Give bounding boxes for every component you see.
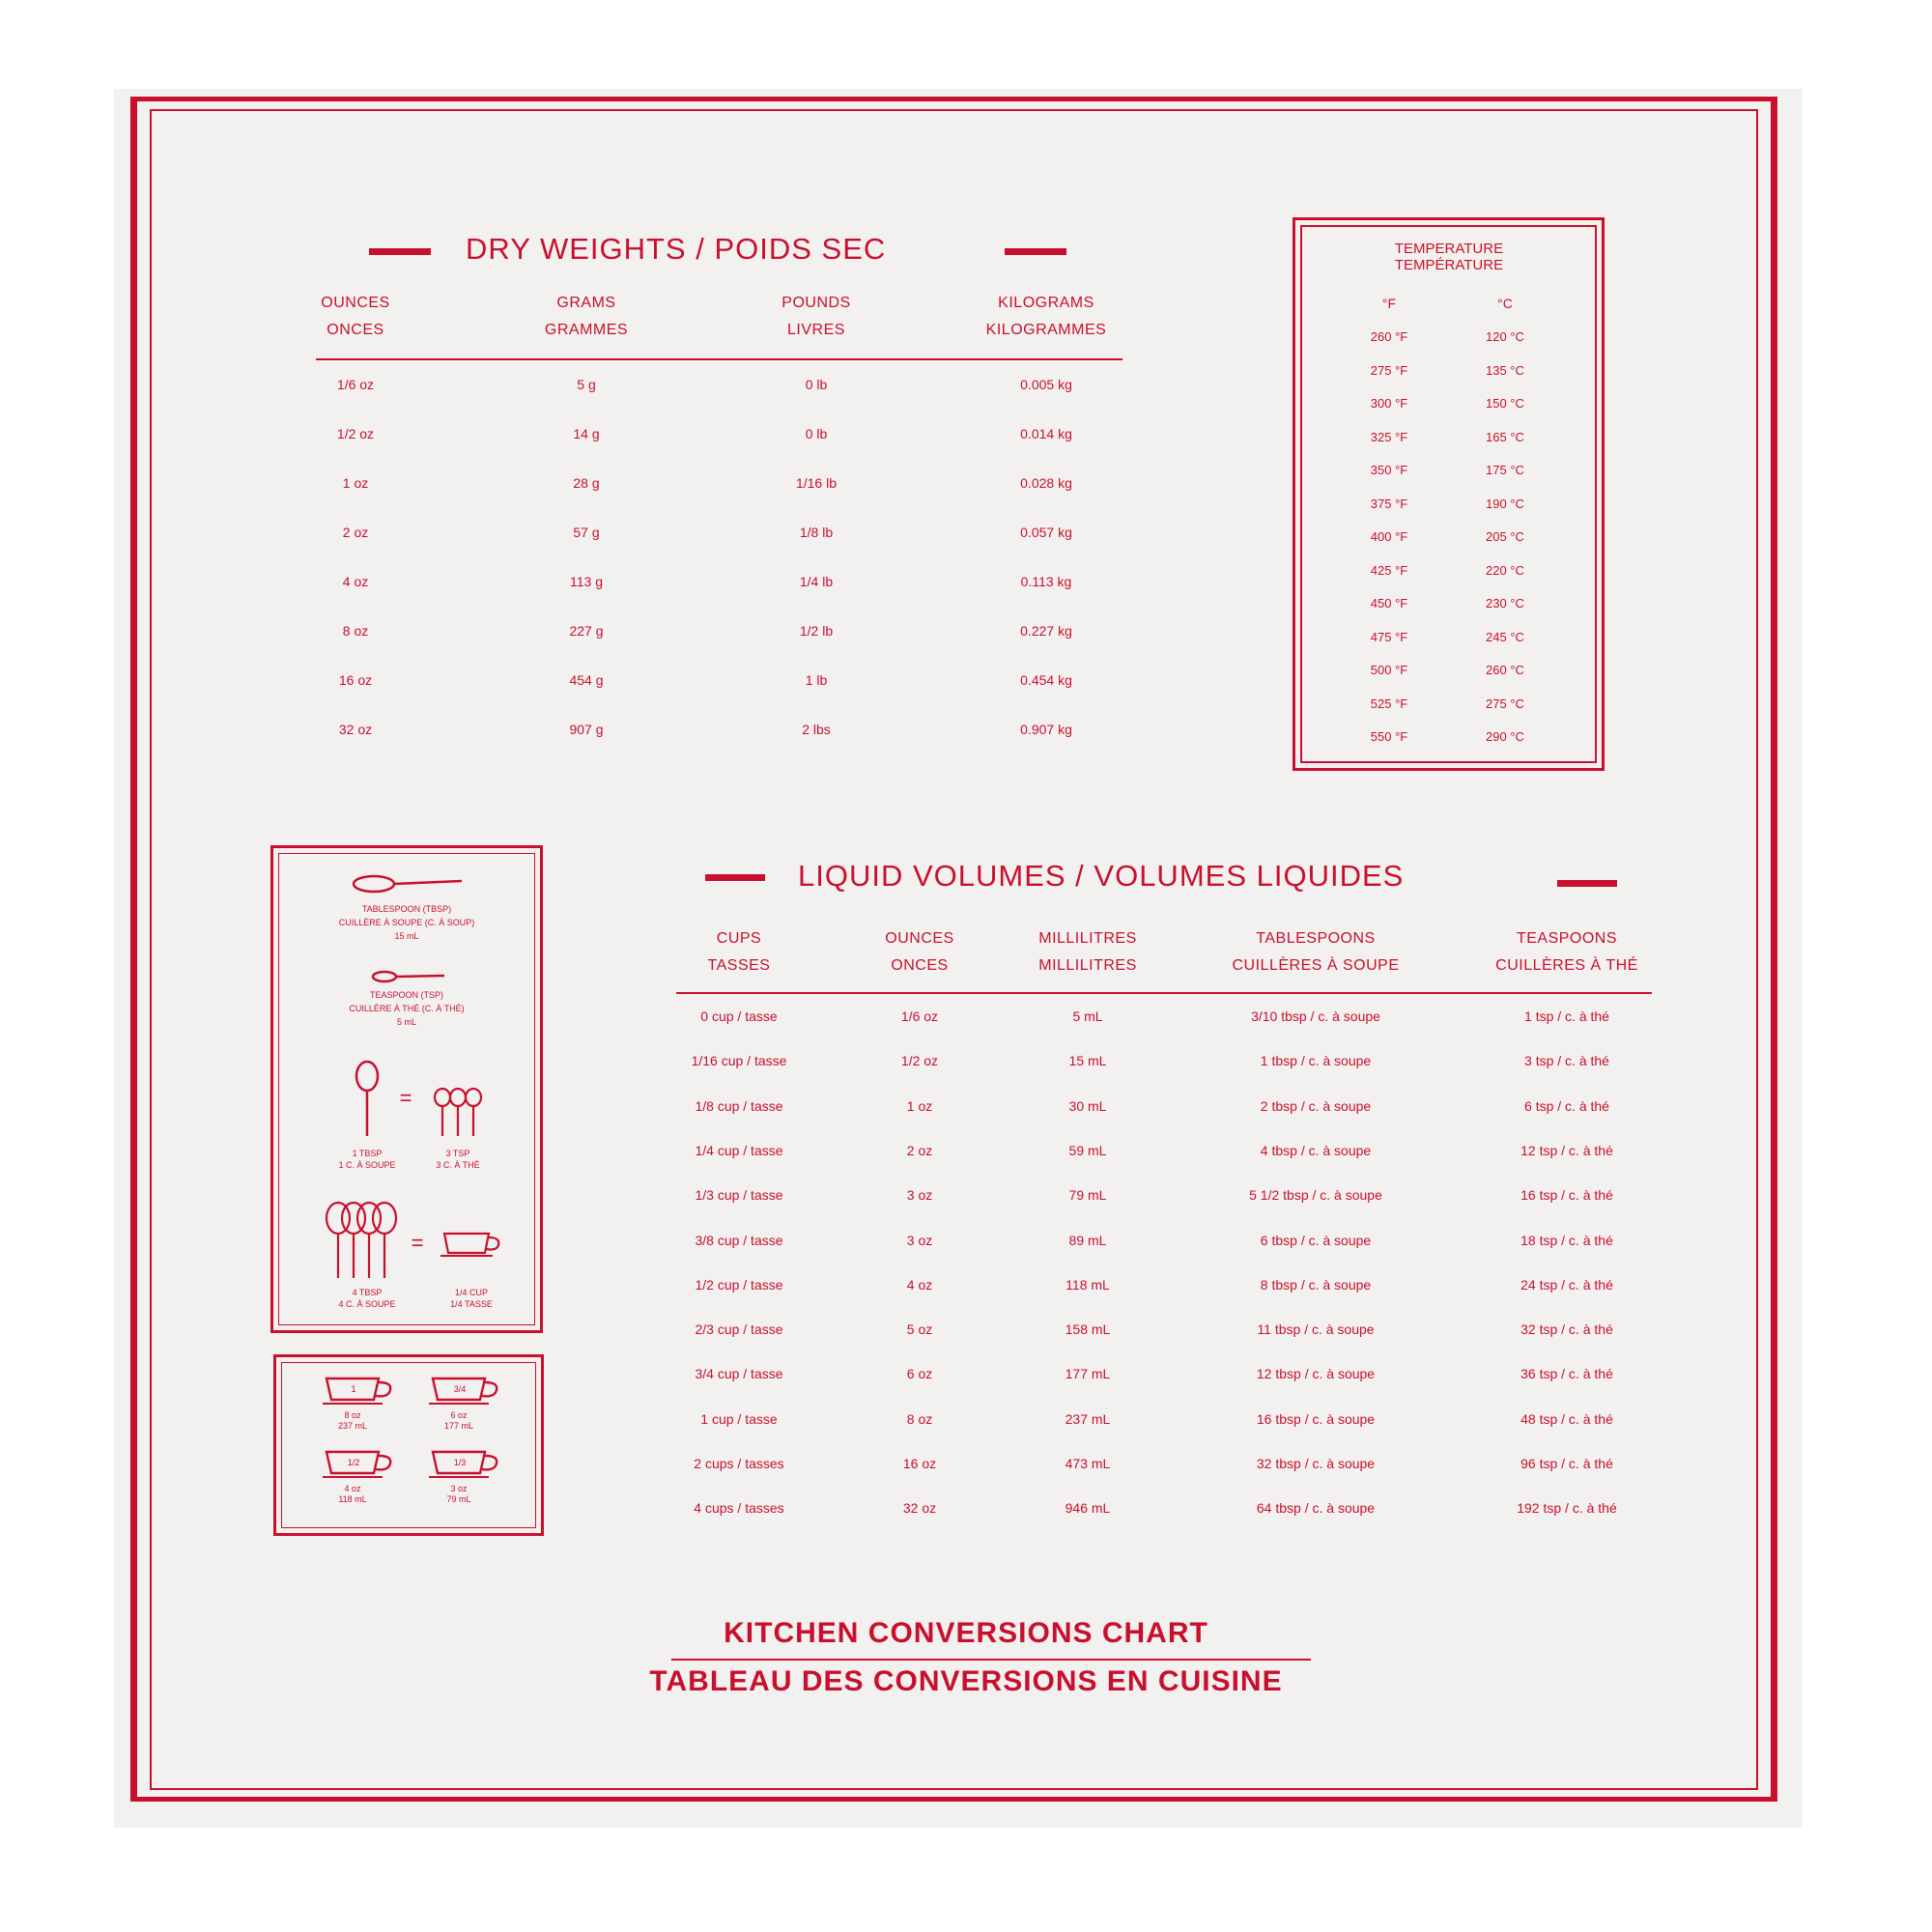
temperature-f-cell: 525 °F bbox=[1370, 696, 1408, 711]
dry-cell: 0.907 kg bbox=[1020, 722, 1072, 737]
dry-cell: 0.113 kg bbox=[1020, 574, 1072, 589]
liquid-header-rule bbox=[676, 992, 1652, 994]
liquid-cell: 59 mL bbox=[1068, 1142, 1107, 1158]
liquid-cell: 24 tsp / c. à thé bbox=[1520, 1276, 1613, 1293]
liquid-cell: 16 tbsp / c. à soupe bbox=[1256, 1410, 1376, 1427]
dry-cell: 2 oz bbox=[342, 525, 369, 540]
dry-cell: 0 lb bbox=[805, 426, 828, 441]
cup-ml-label: 237 mL bbox=[337, 1421, 368, 1431]
liquid-cell: 8 tbsp / c. à soupe bbox=[1260, 1276, 1372, 1293]
temperature-c-cell: 275 °C bbox=[1486, 696, 1524, 711]
liquid-cell: 1 tbsp / c. à soupe bbox=[1260, 1053, 1372, 1069]
cup-oz-label: 6 oz bbox=[450, 1410, 468, 1420]
eq2-left-label-fr: 4 C. À SOUPE bbox=[338, 1299, 396, 1309]
liquid-cell: 118 mL bbox=[1065, 1276, 1110, 1293]
liquid-cell: 177 mL bbox=[1065, 1366, 1111, 1382]
teaspoon-icon bbox=[371, 969, 448, 984]
liquid-cell: 1/3 cup / tasse bbox=[695, 1187, 783, 1204]
liquid-cell: 96 tsp / c. à thé bbox=[1520, 1456, 1613, 1471]
liquid-header-fr: TASSES bbox=[707, 957, 771, 974]
footer-rule bbox=[671, 1659, 1311, 1661]
liquid-cell: 1/2 cup / tasse bbox=[695, 1276, 783, 1293]
liquid-cell: 36 tsp / c. à thé bbox=[1520, 1366, 1613, 1382]
temperature-title-en: TEMPERATURE bbox=[1394, 241, 1504, 257]
dry-cell: 113 g bbox=[570, 574, 603, 589]
title-dash-right bbox=[1005, 248, 1066, 255]
liquid-cell: 5 oz bbox=[906, 1321, 933, 1338]
liquid-cell: 12 tsp / c. à thé bbox=[1520, 1142, 1613, 1158]
temperature-c-cell: 165 °C bbox=[1486, 429, 1524, 444]
liquid-cell: 2 cups / tasses bbox=[694, 1456, 784, 1471]
liquid-cell: 2 tbsp / c. à soupe bbox=[1260, 1097, 1372, 1114]
teaspoon-ml: 5 mL bbox=[396, 1017, 416, 1027]
dry-cell: 1 oz bbox=[342, 475, 369, 491]
liquid-cell: 1/8 cup / tasse bbox=[695, 1097, 783, 1114]
liquid-cell: 5 1/2 tbsp / c. à soupe bbox=[1249, 1187, 1382, 1204]
liquid-cell: 192 tsp / c. à thé bbox=[1517, 1500, 1617, 1517]
eq1-right-label: 3 TSP bbox=[445, 1149, 470, 1158]
footer-title-en: KITCHEN CONVERSIONS CHART bbox=[724, 1617, 1208, 1649]
three-teaspoons-icon bbox=[431, 1088, 485, 1138]
liquid-cell: 32 tbsp / c. à soupe bbox=[1256, 1456, 1376, 1471]
temperature-f-cell: 350 °F bbox=[1370, 463, 1408, 477]
eq2-right-label-fr: 1/4 TASSE bbox=[450, 1299, 493, 1309]
dry-header-rule bbox=[316, 358, 1122, 360]
cup-fraction-label: 1/2 bbox=[347, 1458, 360, 1467]
temperature-unit-f: °F bbox=[1381, 296, 1397, 311]
liquid-cell: 946 mL bbox=[1065, 1500, 1111, 1517]
liquid-cell: 48 tsp / c. à thé bbox=[1520, 1410, 1613, 1427]
eq2-right-label: 1/4 CUP bbox=[454, 1288, 488, 1297]
dry-cell: 32 oz bbox=[338, 722, 373, 737]
temperature-c-cell: 220 °C bbox=[1486, 562, 1524, 578]
liquid-volumes-title: LIQUID VOLUMES / VOLUMES LIQUIDES bbox=[798, 859, 1405, 893]
equals-sign-1: = bbox=[399, 1086, 412, 1110]
temperature-c-cell: 135 °C bbox=[1486, 362, 1524, 378]
cup-fraction-label: 1 bbox=[351, 1384, 356, 1394]
temperature-c-cell: 205 °C bbox=[1486, 529, 1524, 544]
liquid-cell: 237 mL bbox=[1065, 1410, 1111, 1427]
liquid-cell: 79 mL bbox=[1068, 1187, 1107, 1204]
liquid-header-en: OUNCES bbox=[885, 930, 954, 947]
liquid-cell: 2 oz bbox=[906, 1142, 933, 1158]
liquid-cell: 16 oz bbox=[902, 1456, 937, 1471]
dry-cell: 0.454 kg bbox=[1020, 672, 1072, 688]
four-tablespoons-icon bbox=[323, 1201, 400, 1280]
footer-title-fr: TABLEAU DES CONVERSIONS EN CUISINE bbox=[649, 1665, 1283, 1697]
dry-cell: 907 g bbox=[569, 722, 604, 737]
dry-header-fr: GRAMMES bbox=[544, 322, 629, 338]
liquid-cell: 6 tbsp / c. à soupe bbox=[1260, 1232, 1372, 1248]
eq1-left-label-fr: 1 C. À SOUPE bbox=[338, 1160, 396, 1170]
liquid-header-en: TEASPOONS bbox=[1516, 930, 1618, 947]
dry-cell: 8 oz bbox=[342, 623, 369, 639]
dry-cell: 0.014 kg bbox=[1020, 426, 1072, 441]
dry-cell: 1/16 lb bbox=[795, 475, 838, 491]
liquid-header-fr: ONCES bbox=[891, 957, 949, 974]
title-dash-left bbox=[369, 248, 431, 255]
liquid-cell: 3 tsp / c. à thé bbox=[1524, 1053, 1609, 1069]
liquid-cell: 2/3 cup / tasse bbox=[695, 1321, 783, 1338]
liquid-cell: 18 tsp / c. à thé bbox=[1520, 1232, 1613, 1248]
cup-fraction-label: 1/3 bbox=[453, 1458, 467, 1467]
tablespoon-ml: 15 mL bbox=[394, 931, 419, 941]
temperature-unit-c: °C bbox=[1497, 296, 1513, 311]
liquid-header-fr: MILLILITRES bbox=[1038, 957, 1137, 974]
cup-ml-label: 79 mL bbox=[446, 1494, 471, 1504]
temperature-f-cell: 260 °F bbox=[1370, 329, 1408, 344]
dry-cell: 454 g bbox=[569, 672, 604, 688]
liquid-cell: 158 mL bbox=[1065, 1321, 1111, 1338]
cup-fraction-label: 3/4 bbox=[453, 1384, 467, 1394]
dry-cell: 1/2 oz bbox=[336, 426, 375, 441]
cup-ml-label: 118 mL bbox=[338, 1494, 367, 1504]
liquid-cell: 5 mL bbox=[1072, 1009, 1103, 1024]
temperature-f-cell: 300 °F bbox=[1370, 396, 1408, 411]
liquid-cell: 4 tbsp / c. à soupe bbox=[1260, 1142, 1372, 1158]
temperature-c-cell: 150 °C bbox=[1486, 396, 1524, 411]
temperature-c-cell: 190 °C bbox=[1486, 496, 1524, 511]
liquid-header-en: CUPS bbox=[716, 930, 762, 947]
temperature-c-cell: 120 °C bbox=[1486, 329, 1524, 344]
dry-header-en: POUNDS bbox=[781, 295, 851, 311]
dry-cell: 57 g bbox=[573, 525, 600, 540]
liquid-cell: 3/8 cup / tasse bbox=[695, 1232, 783, 1248]
dry-cell: 1/4 lb bbox=[799, 574, 834, 589]
eq1-right-label-fr: 3 C. À THÉ bbox=[436, 1160, 480, 1170]
temperature-c-cell: 260 °C bbox=[1486, 663, 1524, 677]
liquid-cell: 1 cup / tasse bbox=[700, 1410, 778, 1427]
temperature-f-cell: 500 °F bbox=[1370, 663, 1408, 677]
dry-header-en: GRAMS bbox=[556, 295, 616, 311]
dry-weights-title: DRY WEIGHTS / POIDS SEC bbox=[466, 232, 887, 266]
liquid-cell: 32 tsp / c. à thé bbox=[1520, 1321, 1613, 1338]
liquid-cell: 89 mL bbox=[1068, 1232, 1107, 1248]
eq1-left-label: 1 TBSP bbox=[352, 1149, 383, 1158]
liquid-cell: 4 oz bbox=[906, 1276, 933, 1293]
dry-header-en: OUNCES bbox=[321, 295, 390, 311]
dry-cell: 1 lb bbox=[805, 672, 828, 688]
liquid-title-dash-right bbox=[1557, 880, 1617, 887]
dry-cell: 14 g bbox=[573, 426, 600, 441]
dry-cell: 0.005 kg bbox=[1020, 377, 1072, 392]
cup-oz-label: 4 oz bbox=[344, 1484, 361, 1493]
dry-cell: 0 lb bbox=[805, 377, 828, 392]
liquid-cell: 1/6 oz bbox=[900, 1009, 939, 1024]
temperature-f-cell: 450 °F bbox=[1370, 596, 1408, 611]
temperature-f-cell: 550 °F bbox=[1370, 729, 1408, 744]
liquid-cell: 6 oz bbox=[906, 1366, 933, 1382]
dry-header-fr: LIVRES bbox=[787, 322, 845, 338]
liquid-cell: 3/4 cup / tasse bbox=[695, 1366, 783, 1382]
temperature-f-cell: 325 °F bbox=[1370, 429, 1408, 444]
temperature-f-cell: 475 °F bbox=[1370, 629, 1408, 644]
temperature-f-cell: 425 °F bbox=[1370, 562, 1408, 578]
liquid-cell: 4 cups / tasses bbox=[694, 1500, 784, 1517]
teaspoon-label: TEASPOON (TSP) bbox=[369, 990, 443, 1000]
liquid-cell: 15 mL bbox=[1068, 1053, 1107, 1069]
liquid-cell: 0 cup / tasse bbox=[700, 1009, 778, 1024]
dry-cell: 0.227 kg bbox=[1020, 623, 1072, 639]
quarter-cup-icon bbox=[440, 1230, 504, 1259]
dry-cell: 16 oz bbox=[338, 672, 373, 688]
liquid-cell: 6 tsp / c. à thé bbox=[1524, 1097, 1609, 1114]
tablespoon-label-fr: CUILLÈRE À SOUPE (C. À SOUP) bbox=[338, 918, 475, 927]
liquid-cell: 3 oz bbox=[906, 1232, 933, 1248]
tablespoon-label: TABLESPOON (TBSP) bbox=[361, 904, 452, 914]
liquid-header-en: MILLILITRES bbox=[1038, 930, 1137, 947]
temperature-f-cell: 375 °F bbox=[1370, 496, 1408, 511]
temperature-c-cell: 290 °C bbox=[1486, 729, 1524, 744]
liquid-cell: 8 oz bbox=[906, 1410, 933, 1427]
dry-cell: 1/8 lb bbox=[799, 525, 834, 540]
cup-ml-label: 177 mL bbox=[443, 1421, 474, 1431]
liquid-cell: 473 mL bbox=[1065, 1456, 1111, 1471]
dry-header-en: KILOGRAMS bbox=[998, 295, 1094, 311]
tablespoon-vertical-icon bbox=[354, 1061, 381, 1138]
temperature-c-cell: 245 °C bbox=[1486, 629, 1524, 644]
temperature-f-cell: 275 °F bbox=[1370, 362, 1408, 378]
temperature-c-cell: 230 °C bbox=[1486, 596, 1524, 611]
dry-cell: 227 g bbox=[569, 623, 604, 639]
liquid-cell: 1/16 cup / tasse bbox=[691, 1053, 787, 1069]
eq2-left-label: 4 TBSP bbox=[352, 1288, 383, 1297]
cup-oz-label: 8 oz bbox=[344, 1410, 361, 1420]
dry-cell: 1/2 lb bbox=[799, 623, 834, 639]
dry-cell: 2 lbs bbox=[802, 722, 831, 737]
dry-cell: 4 oz bbox=[342, 574, 369, 589]
liquid-title-dash-left bbox=[705, 874, 765, 881]
liquid-cell: 1/2 oz bbox=[900, 1053, 939, 1069]
dry-cell: 0.028 kg bbox=[1020, 475, 1072, 491]
spoon-icon bbox=[350, 873, 466, 895]
liquid-cell: 12 tbsp / c. à soupe bbox=[1256, 1366, 1376, 1382]
dry-cell: 0.057 kg bbox=[1020, 525, 1072, 540]
temperature-f-cell: 400 °F bbox=[1370, 529, 1408, 544]
cup-oz-label: 3 oz bbox=[450, 1484, 468, 1493]
dry-cell: 1/6 oz bbox=[336, 377, 375, 392]
liquid-cell: 30 mL bbox=[1068, 1097, 1107, 1114]
temperature-box-inner bbox=[1300, 225, 1597, 763]
teaspoon-label-fr: CUILLÈRE À THÉ (C. À THÉ) bbox=[349, 1004, 465, 1013]
temperature-title-fr: TEMPÉRATURE bbox=[1394, 257, 1504, 273]
liquid-header-en: TABLESPOONS bbox=[1256, 930, 1376, 947]
liquid-cell: 3 oz bbox=[906, 1187, 933, 1204]
liquid-cell: 1 tsp / c. à thé bbox=[1524, 1009, 1609, 1024]
liquid-header-fr: CUILLÈRES À THÉ bbox=[1495, 957, 1638, 974]
liquid-header-fr: CUILLÈRES À SOUPE bbox=[1232, 957, 1400, 974]
equals-sign-2: = bbox=[411, 1231, 424, 1255]
dry-header-fr: KILOGRAMMES bbox=[985, 322, 1107, 338]
liquid-cell: 1/4 cup / tasse bbox=[695, 1142, 783, 1158]
temperature-c-cell: 175 °C bbox=[1486, 463, 1524, 477]
liquid-cell: 1 oz bbox=[906, 1097, 933, 1114]
liquid-cell: 16 tsp / c. à thé bbox=[1520, 1187, 1613, 1204]
dry-header-fr: ONCES bbox=[327, 322, 384, 338]
liquid-cell: 32 oz bbox=[902, 1500, 937, 1517]
liquid-cell: 11 tbsp / c. à soupe bbox=[1257, 1321, 1375, 1338]
liquid-cell: 64 tbsp / c. à soupe bbox=[1256, 1500, 1376, 1517]
dry-cell: 28 g bbox=[573, 475, 600, 491]
dry-cell: 5 g bbox=[577, 377, 596, 392]
liquid-cell: 3/10 tbsp / c. à soupe bbox=[1251, 1009, 1380, 1024]
